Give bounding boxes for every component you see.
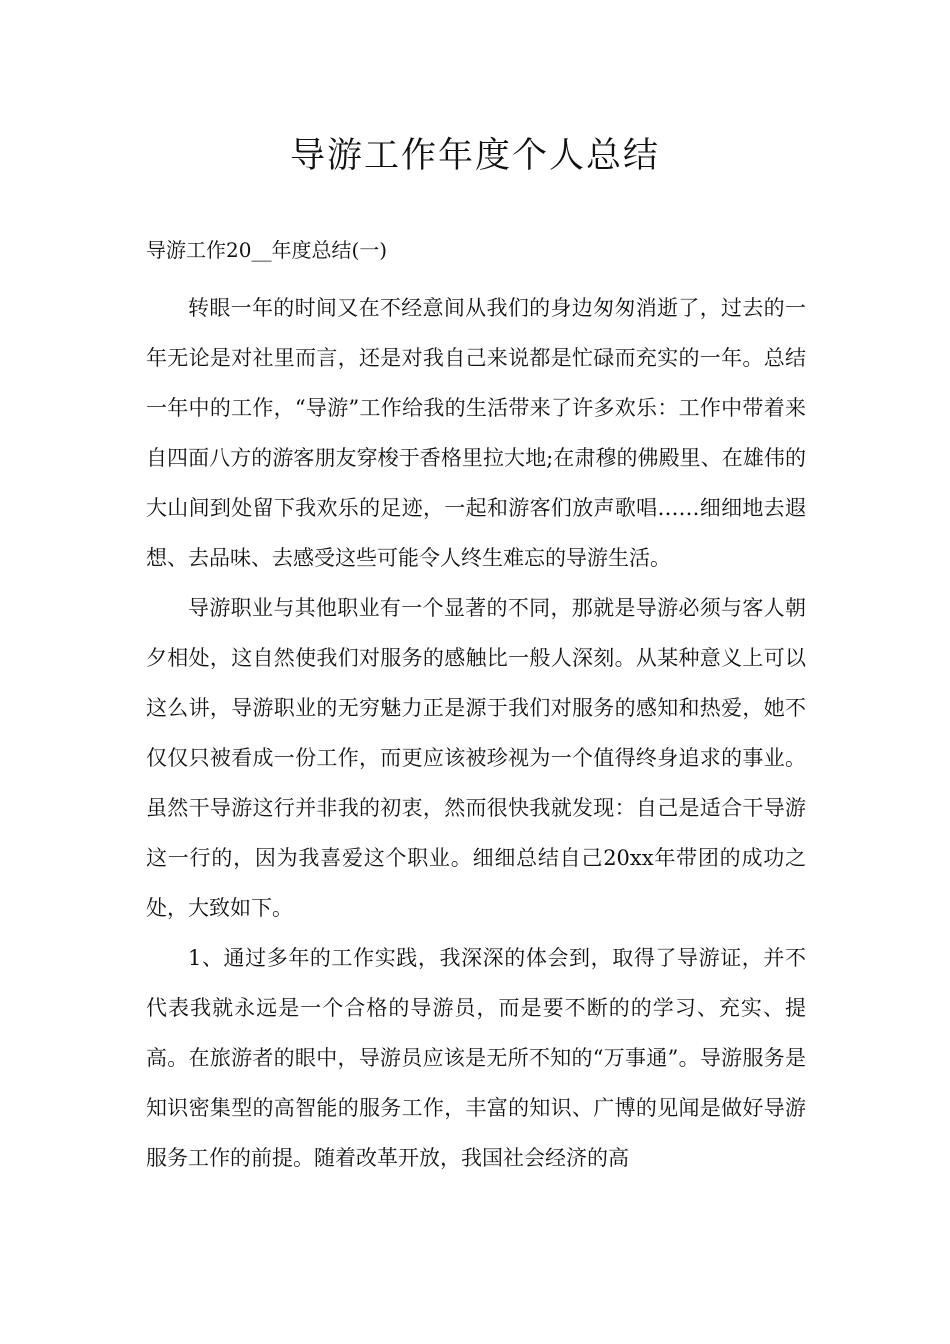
document-body — [146, 283, 806, 1183]
body-paragraph: 导游职业与其他职业有一个显著的不同，那就是导游必须与客人朝夕相处，这自然使我们对服务的感触比一般人深刻。从某种意义上可以这么讲，导游职业的无穷魅力正是源于我们对服务的感知和热爱，她不仅仅只被看成一份工作，而更应该被珍视为一个值得终身追求的事业。虽然干导游这行并非我的初衷，然而很快我就发现：自己是适合干导游这一行的，因为我喜爱这个职业。细细总结自己20xx年带团的成功之处，大致如下。 — [146, 596, 806, 920]
body-paragraph: 1、通过多年的工作实践，我深深的体会到，取得了导游证，并不代表我就永远是一个合格的导游员，而是要不断的的学习、充实、提高。在旅游者的眼中，导游员应该是无所不知的“万事通”。导游服务是知识密集型的高智能的服务工作，丰富的知识、广博的见闻是做好导游服务工作的前提。随着改革开放，我国社会经济的高 — [146, 946, 806, 1170]
document-title: 导游工作年度个人总结 — [289, 136, 660, 176]
section-subtitle: 导游工作20__年度总结(一) — [146, 238, 388, 262]
body-paragraph: 转眼一年的时间又在不经意间从我们的身边匆匆消逝了，过去的一年无论是对社里而言，还是对我自己来说都是忙碌而充实的一年。总结一年中的工作，“导游”工作给我的生活带来了许多欢乐：工作中带着来自四面八方的游客朋友穿梭于香格里拉大地;在肃穆的佛殿里、在雄伟的大山间到处留下我欢乐的足迹，一起和游客们放声歌唱……细细地去遐想、去品味、去感受这些可能令人终生难忘的导游生活。 — [146, 296, 806, 570]
